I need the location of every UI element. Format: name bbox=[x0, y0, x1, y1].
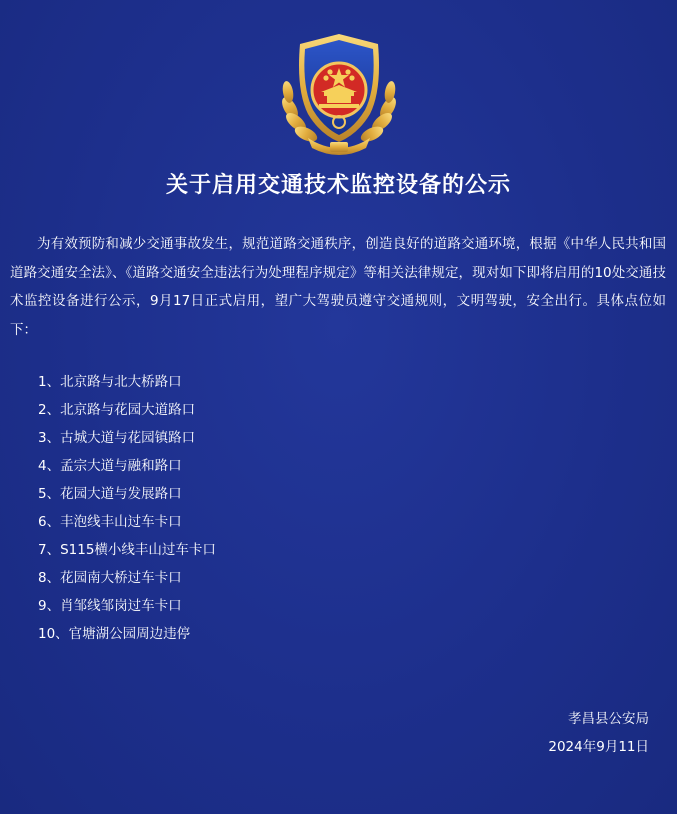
intro-paragraph: 为有效预防和减少交通事故发生，规范道路交通秩序，创造良好的道路交通环境，根据《中华人民共和国道路交通安全法》、《道路交通安全违法行为处理程序规定》等相关法律规定，现对如下即将启用的10处交通技术监控设备进行公示，9月17日正式启用，望广大驾驶员遵守交通规则，文明驾驶，安全出行。具体点位如下： bbox=[10, 236, 666, 338]
list-item: 3、古城大道与花园镇路口 bbox=[38, 430, 196, 446]
issue-date: 2024年9月11日 bbox=[548, 739, 649, 755]
list-item: 7、S115横小线丰山过车卡口 bbox=[38, 542, 216, 558]
police-emblem-icon bbox=[278, 30, 400, 156]
signature-block bbox=[548, 705, 649, 761]
list-item: 2、北京路与花园大道路口 bbox=[38, 402, 196, 418]
list-item: 9、肖邹线邹岗过车卡口 bbox=[38, 598, 182, 614]
issuer-name: 孝昌县公安局 bbox=[568, 711, 649, 727]
list-item: 6、丰泡线丰山过车卡口 bbox=[38, 514, 182, 530]
list-item: 1、北京路与北大桥路口 bbox=[38, 374, 182, 390]
location-list bbox=[38, 368, 216, 648]
list-item: 10、官塘湖公园周边违停 bbox=[38, 626, 191, 642]
list-item: 5、花园大道与发展路口 bbox=[38, 486, 182, 502]
list-item: 4、孟宗大道与融和路口 bbox=[38, 458, 182, 474]
list-item: 8、花园南大桥过车卡口 bbox=[38, 570, 182, 586]
page-title: 关于启用交通技术监控设备的公示 bbox=[165, 172, 511, 198]
